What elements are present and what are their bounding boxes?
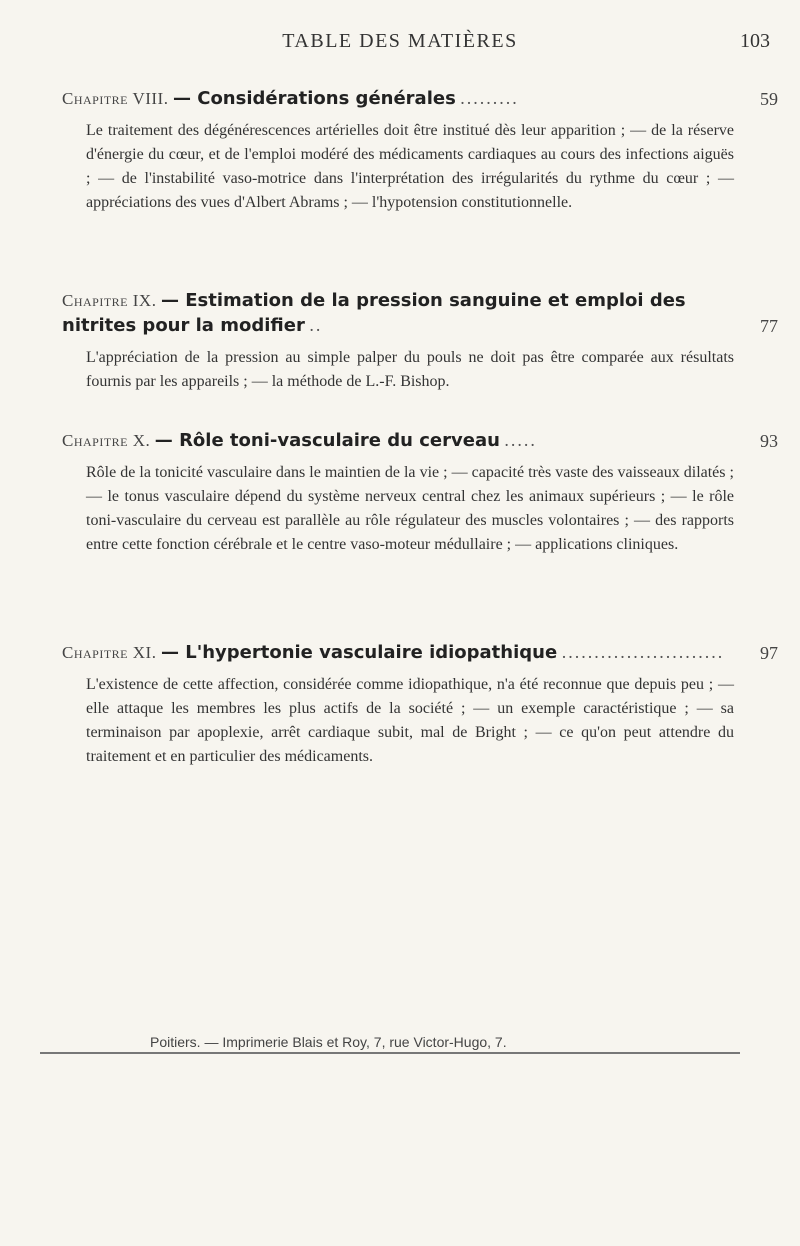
chapter-page-ref: 93 — [760, 431, 778, 451]
chapter-label: Chapitre XI. — [62, 643, 157, 662]
leader-dots: .. — [309, 315, 323, 335]
leader-dots: ..... — [504, 430, 537, 450]
running-head — [0, 30, 800, 54]
chapter-heading — [62, 428, 778, 453]
chapter-label: Chapitre VIII. — [62, 89, 169, 108]
toc-entry-chapter-9 — [62, 288, 778, 394]
chapter-page-ref: 77 — [760, 316, 778, 336]
toc-entry-chapter-10 — [62, 428, 778, 557]
leader-dots: ......... — [460, 88, 519, 108]
chapter-label: Chapitre X. — [62, 431, 151, 450]
leader-dots: ......................... — [561, 642, 725, 662]
chapter-summary: L'appréciation de la pression au simple palper du pouls ne doit pas être comparée aux résultats fournis par les appareils ; — la méthode de L.-F. Bishop. — [86, 349, 734, 390]
chapter-summary: Rôle de la tonicité vasculaire dans le maintien de la vie ; — capacité très vaste des vaisseaux dilatés ; — le tonus vasculaire dépend du système nerveux central chez les animaux supérieurs ; — le rôle toni-vasculaire du cerveau est parallèle au rôle régulateur des muscles volontaires ; — des rapports entre cette fonction cérébrale et le centre vaso-moteur médullaire ; — applications cliniques. — [86, 464, 734, 553]
chapter-page-ref: 97 — [760, 643, 778, 663]
printer-imprint: Poitiers. — Imprimerie Blais et Roy, 7, rue Victor-Hugo, 7. — [150, 1034, 507, 1050]
chapter-title: — Considérations générales — [172, 88, 456, 109]
chapter-label: Chapitre IX. — [62, 291, 157, 310]
chapter-summary: L'existence de cette affection, considérée comme idiopathique, n'a été reconnue que depuis peu ; — elle attaque les membres les plus actifs de la société ; — un exemple caractéristique ; — sa terminaison par apoplexie, arrêt cardiaque subit, mal de Bright ; — ce qu'on peut attendre du traitement et en particulier des médicaments. — [86, 676, 734, 765]
running-title: TABLE DES MATIÈRES — [282, 30, 518, 52]
toc-entry-chapter-11 — [62, 640, 778, 769]
chapter-summary: Le traitement des dégénérescences artérielles doit être institué dès leur apparition ; — de la réserve d'énergie du cœur, et de l'emploi modéré des médicaments cardiaques au cours des infections aiguës ; — de l'instabilité vaso-motrice dans l'interprétation des irrégularités du rythme du cœur ; — appréciations des vues d'Albert Abrams ; — l'hypotension constitutionnelle. — [86, 122, 734, 211]
chapter-title: — L'hypertonie vasculaire idiopathique — [160, 642, 558, 663]
footer-rule — [40, 1052, 740, 1054]
chapter-page-ref: 59 — [760, 89, 778, 109]
chapter-heading — [62, 86, 778, 111]
page-number: 103 — [740, 30, 770, 52]
toc-entry-chapter-8 — [62, 86, 778, 215]
chapter-heading — [62, 640, 778, 665]
chapter-title: — Rôle toni-vasculaire du cerveau — [154, 430, 500, 451]
chapter-heading — [62, 288, 778, 338]
chapter-title: — Estimation de la pression sanguine et emploi des nitrites pour la modifier — [62, 290, 686, 336]
